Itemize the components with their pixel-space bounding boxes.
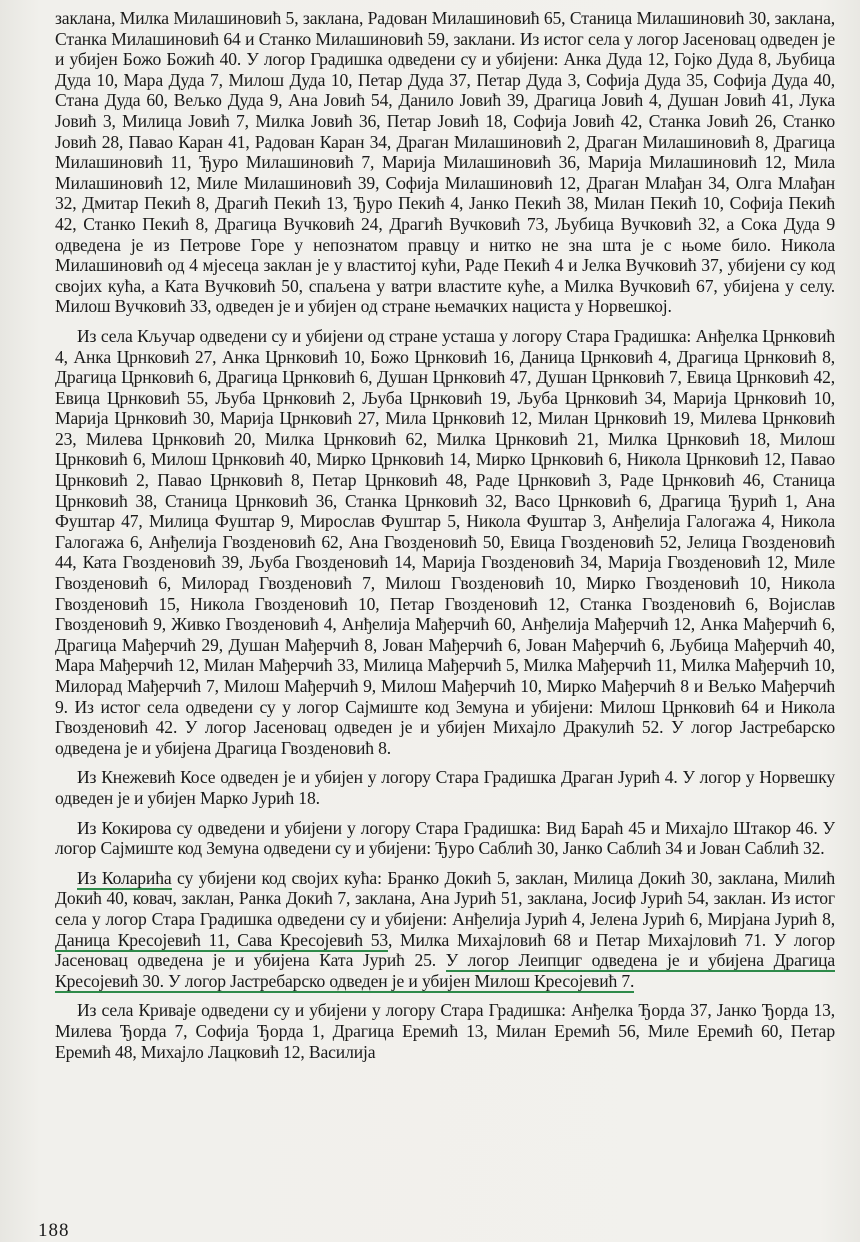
paragraph-4 — [55, 818, 835, 859]
text-segment: заклана, Милка Милашиновић 5, заклана, Радован Милашиновић 65, Станица Милашиновић 30, заклана, Станка Милашиновић 64 и Станко Милашиновић 59, заклани. Из истог села у логор Јасеновац одведен је и убијен Божо Божић 40. У логор Градишка одведени су и убијени: Анка Дуда 12, Гојко Дуда 8, Љубица Дуда 10, Мара Дуда 7, Милош Дуда 10, Петар Дуда 37, Петар Дуда 3, Софија Дуда 35, Софија Дуда 40, Стана Дуда 60, Вељко Дуда 9, Ана Јовић 54, Данило Јовић 39, Драгица Јовић 4, Душан Јовић 41, Лука Јовић 3, Милица Јовић 7, Милка Јовић 36, Петар Јовић 18, Софија Јовић 42, Станка Јовић 26, Станко Јовић 28, Павао Каран 41, Радован Каран 34, Драган Милашиновић 2, Драган Милашиновић 8, Драгица Милашиновић 11, Ђуро Милашиновић 7, Марија Милашиновић 36, Марија Милашиновић 12, Мила Милашиновић 12, Миле Милашиновић 39, Софија Милашиновић 12, Драган Млађан 34, Олга Млађан 32, Дмитар Пекић 8, Драгић Пекић 13, Ђуро Пекић 4, Јанко Пекић 38, Милан Пекић 10, Софија Пекић 42, Станко Пекић 8, Драгица Вучковић 24, Драгић Вучковић 73, Љубица Вучковић 32, а Сока Дуда 9 одведена је из Петрове Горе у непознатом правцу и нитко не зна шта је с њоме било. Никола Милашиновић од 4 мјесеца заклан је у властитој кући, Раде Пекић 4 и Јелка Вучковић 37, убијени су код својих кућа, а Ката Вучковић 50, спаљена у ватри властите куће, а Милка Вучковић 67, убијена у селу. Милош Вучковић 33, одведен је и убијен од стране њемачких нациста у Норвешкој. — [55, 8, 835, 317]
paragraph-3 — [55, 767, 835, 808]
text-segment: Из села Криваје одведени су и убијени у логору Стара Градишка: Анђелка Ђорда 37, Јанко Ђорда 13, Милева Ђорда 7, Софија Ђорда 1, Драгица Еремић 13, Милан Еремић 56, Миле Еремић 60, Петар Еремић 48, Михајло Лацковић 12, Василија — [55, 1000, 835, 1062]
text-segment: Из села Кључар одведени су и убијени од стране усташа у логору Стара Градишка: Анђелка Црнковић 4, Анка Црнковић 27, Анка Црнковић 10, Божо Црнковић 16, Даница Црнковић 4, Драгица Црнковић 8, Драгица Црнковић 6, Драгица Црнковић 6, Душан Црнковић 47, Душан Црнковић 7, Евица Црнковић 42, Евица Црнковић 55, Љуба Црнковић 2, Љуба Црнковић 19, Љуба Црнковић 34, Марија Црнковић 10, Марија Црнковић 30, Марија Црнковић 27, Мила Црнковић 12, Милан Црнковић 19, Милева Црнковић 23, Милева Црнковић 20, Милка Црнковић 62, Милка Црнковић 21, Милка Црнковић 18, Милош Црнковић 6, Милош Црнковић 40, Мирко Црнковић 14, Мирко Црнковић 6, Никола Црнковић 12, Павао Црнковић 2, Павао Црнковић 8, Петар Црнковић 48, Раде Црнковић 3, Раде Црнковић 46, Станица Црнковић 38, Станица Црнковић 36, Станка Црнковић 32, Васо Црнковић 6, Драгица Ђурић 1, Ана Фуштар 47, Милица Фуштар 9, Мирослав Фуштар 5, Никола Фуштар 3, Анђелија Галогажа 4, Никола Галогажа 6, Анђелија Гвозденовић 62, Ана Гвозденовић 50, Евица Гвозденовић 52, Јелица Гвозденовић 44, Ката Гвозденовић 39, Љуба Гвозденовић 14, Марија Гвозденовић 34, Марија Гвозденовић 12, Миле Гвозденовић 6, Милорад Гвозденовић 7, Милош Гвозденовић 10, Мирко Гвозденовић 10, Никола Гвозденовић 15, Никола Гвозденовић 10, Петар Гвозденовић 12, Станка Гвозденовић 6, Војислав Гвозденовић 9, Живко Гвозденовић 4, Анђелија Мађерчић 60, Анђелија Мађерчић 12, Анка Мађерчић 6, Драгица Мађерчић 29, Душан Мађерчић 8, Јован Мађерчић 6, Јован Мађерчић 6, Љубица Мађерчић 40, Мара Мађерчић 12, Милан Мађерчић 33, Милица Мађерчић 5, Милка Мађерчић 11, Милка Мађерчић 10, Милорад Мађерчић 7, Милош Мађерчић 9, Милош Мађерчић 10, Мирко Мађерчић 8 и Вељко Мађерчић 9. Из истог села одведени су у логор Сајмиште код Земуна и убијени: Милош Црнковић 64 и Никола Гвозденовић 42. У логор Јасеновац одведен је и убијен Михајло Дракулић 52. У логор Јастребарско одведена је и убијена Драгица Гвозденовић 8. — [55, 325, 835, 758]
paragraph-5 — [55, 868, 835, 992]
underlined-text: Даница Кресојевић 11, Сава Кресојевић 53 — [55, 929, 388, 950]
paragraph-2 — [55, 326, 835, 758]
page-number: 188 — [38, 1220, 70, 1241]
text-segment: Из Кокирова су одведени и убијени у логору Стара Градишка: Вид Бараћ 45 и Михајло Штакор 46. У логор Сајмиште код Земуна одведени су и убијени: Ђуро Саблић 30, Јанко Саблић 34 и Јован Саблић 32. — [55, 817, 835, 859]
underlined-text: Из Коларића — [77, 867, 172, 888]
underlined-text: У логор Леипциг одведена је и убијена Драгица Кресојевић 30. У логор Јастребарско одведен је и убијен Милош Кресојевић 7. — [55, 950, 835, 991]
paragraph-6 — [55, 1000, 835, 1062]
page-body-text — [55, 8, 835, 1071]
paragraph-1 — [55, 8, 835, 317]
text-segment: Из Кнежевић Косе одведен је и убијен у логору Стара Градишка Драган Јурић 4. У логор у Норвешку одведен је и убијен Марко Јурић 18. — [55, 767, 835, 808]
text-segment: , Милка Михајловић 68 и Петар Михајловић 71. У логор Јасеновац одведена је и убијена Ката Јурић 25. — [55, 929, 835, 971]
text-segment: су убијени код својих кућа: Бранко Докић 5, заклан, Милица Докић 30, заклана, Милић Докић 40, ковач, заклан, Ранка Докић 7, заклана, Ана Јурић 51, заклана, Јосиф Јурић 54, заклан. Из истог села у логор Стара Градишка одведени су и убијени: Анђелија Јурић 4, Јелена Јурић 6, Мирјана Јурић 8, — [55, 867, 835, 929]
